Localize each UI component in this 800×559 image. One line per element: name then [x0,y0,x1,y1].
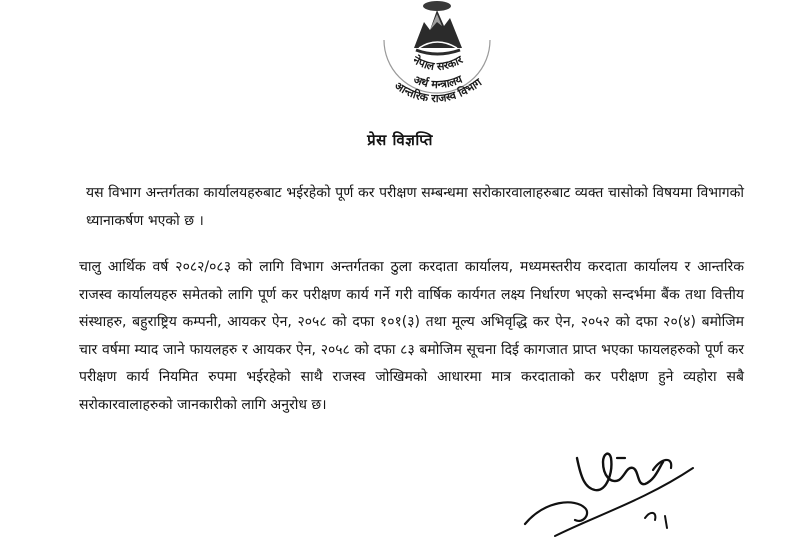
emblem-line3-text: आन्तरिक राजस्व विभाग [392,75,485,106]
intro-paragraph: यस विभाग अन्तर्गतका कार्यालयहरुबाट भईरहेको पूर्ण कर परीक्षण सम्बन्धमा सरोकारवालाहरुबाट व्यक्त चासोको विषयमा विभागको ध्यानाकर्षण भएको छ । [86,185,744,229]
body-paragraph: चालु आर्थिक वर्ष २०८२/०८३ को लागि विभाग अन्तर्गतका ठुला करदाता कार्यालय, मध्यमस्तरीय करदाता कार्यालय र आन्तरिक राजस्व कार्यालयहरु समेतको लागि पूर्ण कर परीक्षण कार्य गर्ने गरी वार्षिक कार्यगत लक्ष्य निर्धारण भएको सन्दर्भमा बैंक तथा वित्तीय संस्थाहरु, बहुराष्ट्रिय कम्पनी, आयकर ऐन, २०५८ को दफा १०१(३) तथा मूल्य अभिवृद्धि कर ऐन, २०५२ को दफा २०(४) बमोजिम चार वर्षमा म्याद जाने फायलहरु र आयकर ऐन, २०५८ को दफा ८३ बमोजिम सूचना दिई कागजात प्राप्त भएका फायलहरुको पूर्ण कर परीक्षण कार्य नियमित रुपमा भईरहेको साथै राजस्व जोखिमको आधारमा मात्र करदाताको कर परीक्षण हुने व्यहोरा सबै सरोकारवालाहरुको जानकारीको लागि अनुरोध छ। [79,259,744,413]
mountain-emblem-icon [414,1,462,54]
handwritten-signature [515,428,715,538]
government-emblem-stamp [372,0,502,115]
page-title: प्रेस विज्ञप्ति [367,131,433,149]
emblem-seal-icon [372,0,502,115]
signature-icon [515,428,715,538]
emblem-line1-text: नेपाल सरकार [410,53,466,74]
emblem-line2-text: अर्थ मन्त्रालय [411,72,465,92]
